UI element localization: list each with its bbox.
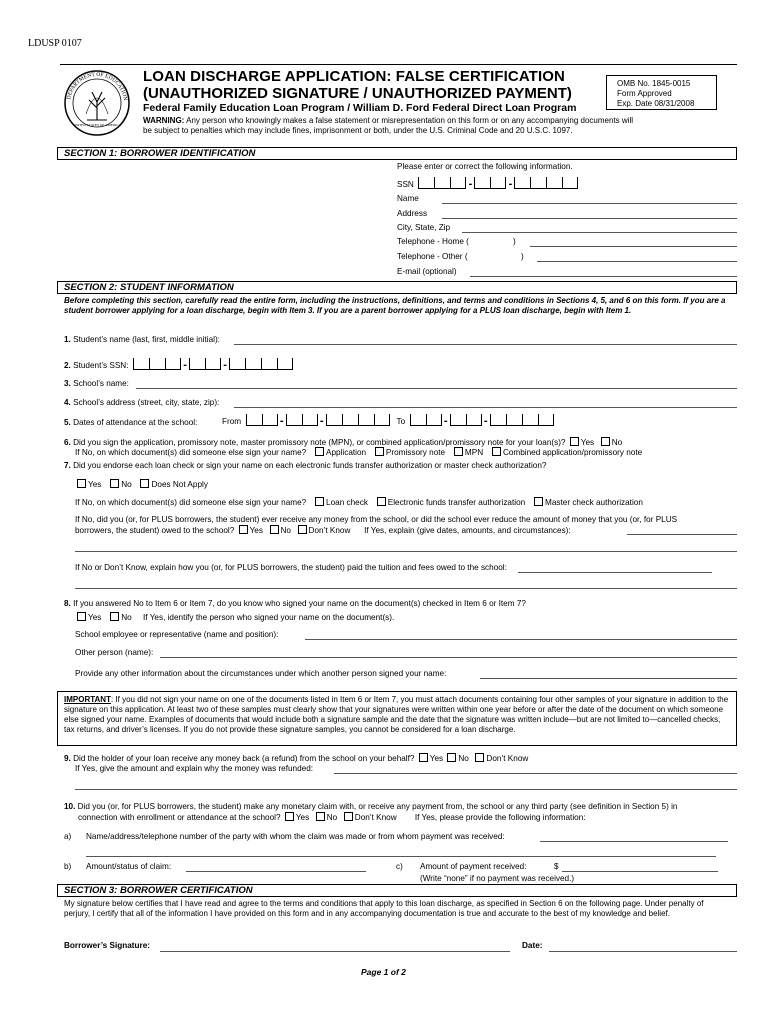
item7-followup: If No, on which document(s) did someone else sign your name? Loan check Electronic funds transfer authorization Master check authorization: [75, 498, 643, 507]
form-title-line1: LOAN DISCHARGE APPLICATION: FALSE CERTIFICATION: [143, 68, 565, 85]
item7-paid-field-2[interactable]: [75, 588, 737, 589]
item6-mpn-checkbox[interactable]: [454, 447, 463, 456]
city-label: City, State, Zip: [397, 223, 451, 232]
item8-options: Yes No If Yes, identify the person who signed your name on the document(s).: [75, 612, 394, 622]
date-field[interactable]: [549, 951, 737, 952]
item6-application-checkbox[interactable]: [315, 447, 324, 456]
section1-header: SECTION 1: BORROWER IDENTIFICATION: [57, 147, 737, 160]
item5: 5. Dates of attendance at the school:: [64, 418, 198, 427]
borrower-ssn-input[interactable]: - -: [418, 177, 578, 189]
item7-money-dk-checkbox[interactable]: [298, 525, 307, 534]
item7-paid-field-1[interactable]: [518, 572, 712, 573]
item7-loan-check-checkbox[interactable]: [315, 497, 324, 506]
form-id: LDUSP 0107: [28, 38, 82, 49]
item10a-field-1[interactable]: [540, 841, 728, 842]
item8-other-label: Other person (name):: [75, 648, 154, 657]
phone-other-close: ): [521, 252, 524, 261]
item10b-text: Amount/status of claim:: [86, 862, 172, 871]
item10b-field[interactable]: [186, 871, 366, 872]
item9-yes-checkbox[interactable]: [419, 753, 428, 762]
signature-label: Borrower’s Signature:: [64, 941, 150, 950]
form-title-line2: (UNAUTHORIZED SIGNATURE / UNAUTHORIZED PAYMENT): [143, 85, 572, 102]
item7-explain-field-2[interactable]: [75, 551, 737, 552]
omb-approved: Form Approved: [617, 89, 672, 98]
item10c-note: (Write “none” if no payment was received.): [420, 874, 575, 883]
borrower-address-field[interactable]: [442, 218, 737, 219]
item10-no-checkbox[interactable]: [316, 812, 325, 821]
phone-home-label: Telephone - Home (: [397, 237, 469, 246]
name-label: Name: [397, 194, 419, 203]
item9-no-checkbox[interactable]: [447, 753, 456, 762]
header-rule: [60, 64, 737, 65]
school-address-field[interactable]: [234, 407, 737, 408]
item8-info-field[interactable]: [480, 678, 737, 679]
ssn-label: SSN: [397, 180, 414, 189]
item7-explain-field-1[interactable]: [627, 534, 737, 535]
email-field[interactable]: [470, 276, 737, 277]
item10c-field[interactable]: [562, 871, 718, 872]
item9: 9. Did the holder of your loan receive any money back (a refund) from the school on your behalf? Yes No Don’t Know: [64, 754, 529, 763]
signature-field[interactable]: [160, 951, 510, 952]
item7-q2a: If No, did you (or, for PLUS borrowers, the student) ever receive any money from the school, or did the school ever reduce the amount of money that you (or, for PLUS: [75, 515, 678, 524]
phone-other-label: Telephone - Other (: [397, 252, 468, 261]
item7-no-checkbox[interactable]: [110, 479, 119, 488]
seal-inner-text: UNITED STATES OF AMERICA: [72, 123, 122, 127]
item10c-label: c): [396, 862, 403, 871]
email-label: E-mail (optional): [397, 267, 457, 276]
item6: 6. Did you sign the application, promissory note, master promissory note (MPN), or combined application/promissory note for your loan(s)? Yes No: [64, 438, 623, 447]
item7-q3: If No or Don’t Know, explain how you (or, for PLUS borrowers, the student) paid the tuition and fees owed to the school:: [75, 563, 507, 572]
school-name-field[interactable]: [136, 388, 737, 389]
student-ssn-input[interactable]: - -: [133, 358, 293, 370]
item2: 2. Student’s SSN: - -: [64, 358, 293, 370]
item7-yes-checkbox[interactable]: [77, 479, 86, 488]
date-to-input[interactable]: - -: [410, 414, 554, 426]
student-name-field[interactable]: [234, 344, 737, 345]
certification-text: My signature below certifies that I have read and agree to the terms and conditions that apply to this loan discharge, as specified in Section 6 on the following page. Under penalty of perjury, I certify that all of the information I have provided on this form and in any accompanying documentation is true and accurate to the best of my knowledge and belief.: [64, 899, 704, 918]
item4: 4. School’s address (street, city, state, zip):: [64, 398, 220, 407]
item6-followup: If No, on which document(s) did someone else sign your name? Application Promissory note MPN Combined application/promissory note: [75, 448, 643, 457]
item7-master-check-checkbox[interactable]: [534, 497, 543, 506]
item10: 10. Did you (or, for PLUS borrowers, the student) make any monetary claim with, or receive any payment from, the school or any third party (see definition in Section 5) in: [64, 802, 678, 811]
item10-dk-checkbox[interactable]: [344, 812, 353, 821]
item6-combined-checkbox[interactable]: [492, 447, 501, 456]
date-from-input[interactable]: - -: [246, 414, 390, 426]
tree-icon: [86, 92, 108, 120]
item9-dk-checkbox[interactable]: [475, 753, 484, 762]
form-subtitle: Federal Family Education Loan Program / William D. Ford Federal Direct Loan Program: [143, 102, 577, 114]
section3-header: SECTION 3: BORROWER CERTIFICATION: [57, 884, 737, 897]
phone-other-field[interactable]: [537, 261, 737, 262]
item8-no-checkbox[interactable]: [110, 612, 119, 621]
item10a-text: Name/address/telephone number of the party with whom the claim was made or from whom payment was received:: [86, 832, 505, 841]
item10c-text: Amount of payment received:: [420, 862, 527, 871]
omb-number: OMB No. 1845-0015: [617, 79, 691, 88]
item3: 3. School’s name:: [64, 379, 129, 388]
attendance-dates: From - - To - -: [222, 414, 554, 426]
item7: 7. Did you endorse each loan check or sign your name on each electronic funds transfer authorization or master check authorization?: [64, 461, 547, 470]
item10-yes-checkbox[interactable]: [285, 812, 294, 821]
item9-field-2[interactable]: [75, 789, 737, 790]
item6-yes-checkbox[interactable]: [570, 437, 579, 446]
date-label: Date:: [522, 941, 543, 950]
department-seal: [62, 68, 132, 138]
item7-money-no-checkbox[interactable]: [270, 525, 279, 534]
item9-followup: If Yes, give the amount and explain why the money was refunded:: [75, 764, 314, 773]
item8-yes-checkbox[interactable]: [77, 612, 86, 621]
section2-header: SECTION 2: STUDENT INFORMATION: [57, 281, 737, 294]
item6-promissory-checkbox[interactable]: [375, 447, 384, 456]
address-label: Address: [397, 209, 428, 218]
borrower-city-field[interactable]: [462, 232, 737, 233]
item10a-field-2[interactable]: [86, 856, 716, 857]
borrower-name-field[interactable]: [442, 203, 737, 204]
omb-exp: Exp. Date 08/31/2008: [617, 99, 695, 108]
seal-outer-text: DEPARTMENT OF EDUCATION: [66, 71, 128, 102]
item7-dna-checkbox[interactable]: [140, 479, 149, 488]
warning-body: Any person who knowingly makes a false statement or misrepresentation on this form or on any accompanying documents will be subject to penalties which may include fines, imprisonment or both, under the U.S. Criminal Code and 20 U.S.C. 1097.: [143, 116, 633, 135]
item8: 8. If you answered No to Item 6 or Item 7, do you know who signed your name on the document(s) checked in Item 6 or Item 7?: [64, 599, 526, 608]
phone-home-field[interactable]: [530, 246, 737, 247]
item1: 1. Student’s name (last, first, middle initial):: [64, 335, 220, 344]
section1-intro: Please enter or correct the following information.: [397, 162, 573, 171]
item8-other-field[interactable]: [160, 657, 737, 658]
dollar-sign: $: [554, 862, 559, 871]
item7-q2b-row: borrowers, the student) owed to the school? Yes No Don’t Know If Yes, explain (give dates, amounts, and circumstances):: [75, 526, 571, 535]
item6-no-checkbox[interactable]: [601, 437, 610, 446]
warning-text: [143, 116, 633, 136]
item9-field-1[interactable]: [334, 773, 737, 774]
item7-eft-checkbox[interactable]: [377, 497, 386, 506]
warning-label: WARNING:: [143, 116, 185, 125]
item8-rep-label: School employee or representative (name and position):: [75, 630, 279, 639]
item8-info-label: Provide any other information about the circumstances under which another person signed your name:: [75, 669, 447, 678]
phone-home-close: ): [513, 237, 516, 246]
item7-options: Yes No Does Not Apply: [75, 479, 208, 489]
item10-row2: connection with enrollment or attendance at the school? Yes No Don’t Know If Yes, please provide the following information:: [78, 813, 586, 822]
section2-intro: Before completing this section, carefully read the entire form, including the instructions, definitions, and terms and conditions in Sections 4, 5, and 6 on this form. If you are a student borrower applying for a loan discharge, begin with Item 3. If you are a parent borrower applying for a PLUS loan discharge, begin with Item 1.: [64, 296, 726, 315]
borrower-ssn-row: [397, 177, 578, 189]
omb-box: [606, 75, 717, 110]
important-text: IMPORTANT: If you did not sign your name on one of the documents listed in Item 6 or Item 7, you must attach documents containing four other samples of your signature in addition to the signature on this application. At least two of these samples must clearly show that your signatures were written within one year before or after the date of the document on which someone else signed your name. Examples of documents that would include both a signature sample and the date that the signature was written include—but are not limited to—cancelled checks, tax returns, and driver’s licenses. If you do not provide these signature samples, you cannot be considered for a loan discharge.: [64, 695, 729, 734]
page-number: Page 1 of 2: [361, 967, 406, 977]
item10a-label: a): [64, 832, 72, 841]
item10b-label: b): [64, 862, 72, 871]
item8-rep-field[interactable]: [305, 639, 737, 640]
item7-money-yes-checkbox[interactable]: [239, 525, 248, 534]
